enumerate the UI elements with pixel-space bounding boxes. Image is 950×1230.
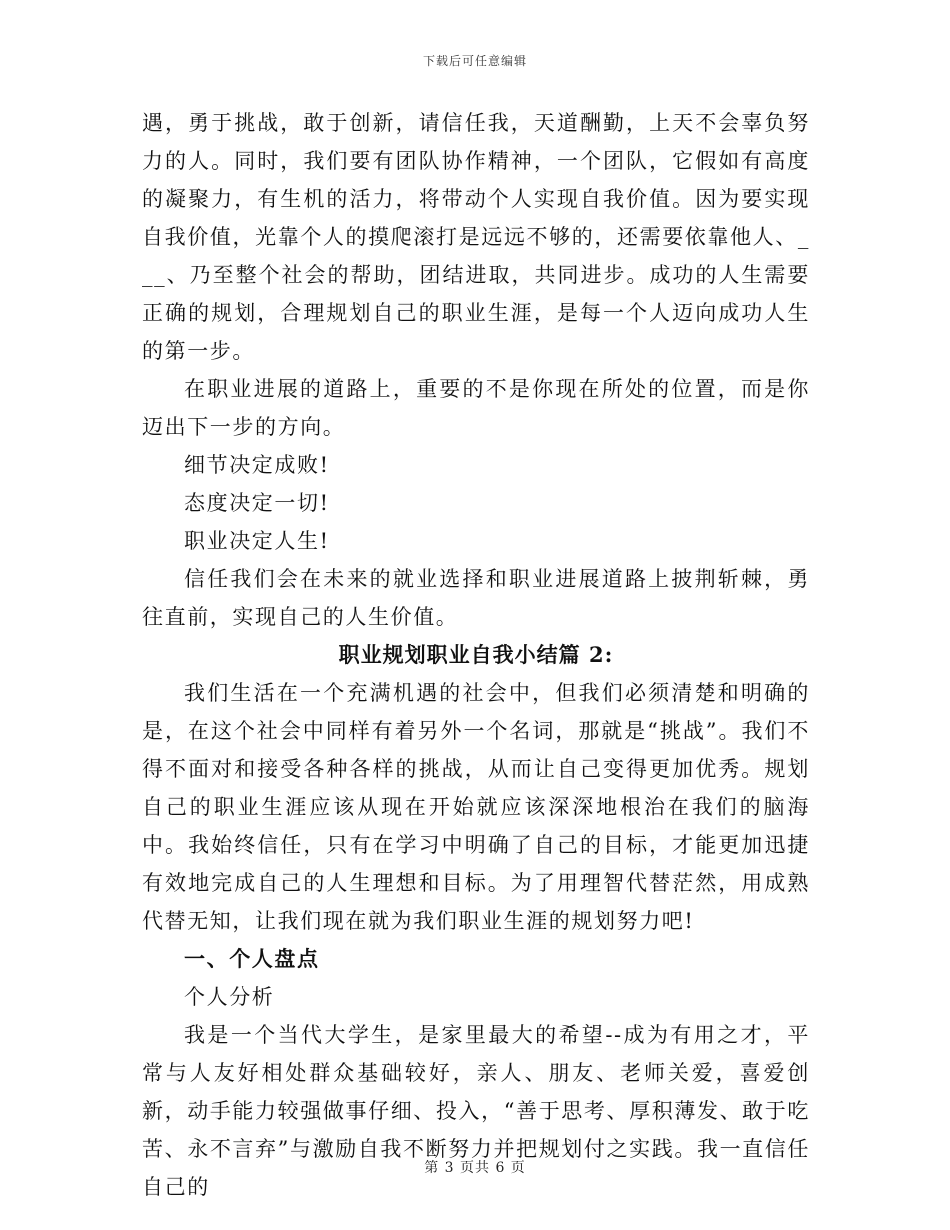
page-footer: 第 3 页共 6 页 (424, 1160, 526, 1176)
heading-personal-inventory: 一、个人盘点 (184, 946, 320, 971)
page-header: 下载后可任意编辑 (422, 54, 527, 68)
motto-line: 态度决定一切! (184, 491, 330, 515)
paragraph: 遇，勇于挑战，敢于创新，请信任我，天道酬勤，上天不会辜负努力的人。同时，我们要有团队协作精神，一个团队，它假如有高度的凝聚力，有生机的活力，将带动个人实现自我价值。因为要实现自我价值，光靠个人的摸爬滚打是远远不够的，还需要依靠他人、___、乃至整个社会的帮助，团结进取，共同进步。成功的人生需要正确的规划，合理规划自己的职业生涯，是每一个人迈向成功人生的第一步。 (142, 111, 810, 363)
section-title: 职业规划职业自我小结篇 2: (338, 642, 614, 667)
motto-line: 职业决定人生! (184, 529, 330, 553)
paragraph: 我们生活在一个充满机遇的社会中，但我们必须清楚和明确的是，在这个社会中同样有着另外一个名词，那就是“挑战”。我们不得不面对和接受各种各样的挑战，从而让自己变得更加优秀。规划自己的职业生涯应该从现在开始就应该深深地根治在我们的脑海中。我始终信任，只有在学习中明确了自己的目标，才能更加迅捷有效地完成自己的人生理想和目标。为了用理智代替茫然，用成熟代替无知，让我们现在就为我们职业生涯的规划努力吧! (142, 681, 810, 933)
subheading-personal-analysis: 个人分析 (184, 985, 275, 1009)
paragraph: 我是一个当代大学生，是家里最大的希望--成为有用之才，平常与人友好相处群众基础较好，亲人、朋友、老师关爱，喜爱创新，动手能力较强做事仔细、投入，“善于思考、厚积薄发、敢于吃苦、永不言弃”与激励自我不断努力并把规划付之实践。我一直信任自己的 (142, 1023, 810, 1199)
paragraph: 信任我们会在未来的就业选择和职业进展道路上披荆斩棘，勇往直前，实现自己的人生价值。 (142, 567, 810, 629)
motto-line: 细节决定成败! (184, 453, 330, 477)
document-body (142, 104, 810, 1206)
paragraph: 在职业进展的道路上，重要的不是你现在所处的位置，而是你迈出下一步的方向。 (142, 377, 810, 439)
